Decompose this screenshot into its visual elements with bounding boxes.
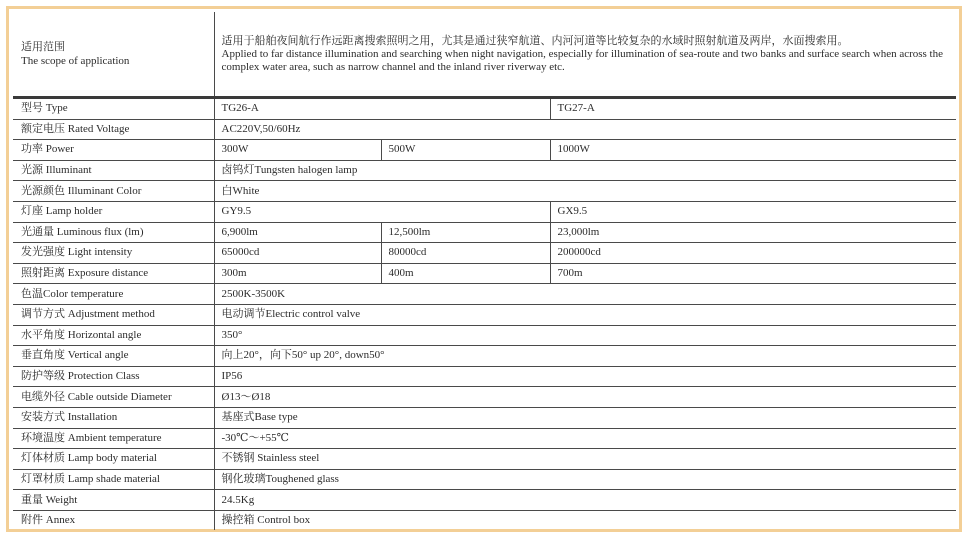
row-illuminant-color <box>13 181 956 202</box>
row-cable-diameter <box>13 387 956 408</box>
row-value: 2500K-3500K <box>214 284 956 305</box>
row-value: 1000W <box>550 140 956 161</box>
row-label: 功率 Power <box>13 140 214 161</box>
row-value: IP56 <box>214 366 956 387</box>
row-voltage <box>13 119 956 140</box>
row-power <box>13 140 956 161</box>
row-value: 300W <box>214 140 381 161</box>
row-value: 23,000lm <box>550 222 956 243</box>
row-color-temperature <box>13 284 956 305</box>
row-vertical-angle <box>13 346 956 367</box>
row-value: 24.5Kg <box>214 490 956 511</box>
row-value: 12,500lm <box>381 222 550 243</box>
row-label: 灯罩材质 Lamp shade material <box>13 469 214 490</box>
row-weight <box>13 490 956 511</box>
scope-text-cell <box>214 12 956 98</box>
row-ambient-temperature <box>13 428 956 449</box>
scope-text-en: Applied to far distance illumination and searching when night navigation, especially for illumination of sea-route and two banks and surface search when across the complex water area, such as narrow channel and the inland river riverway etc. <box>221 47 943 73</box>
row-label: 型号 Type <box>13 98 214 120</box>
row-value: 400m <box>381 263 550 284</box>
row-installation <box>13 407 956 428</box>
row-label: 调节方式 Adjustment method <box>13 304 214 325</box>
row-label: 垂直角度 Vertical angle <box>13 346 214 367</box>
row-label: 电缆外径 Cable outside Diameter <box>13 387 214 408</box>
row-label: 光源 Illuminant <box>13 160 214 181</box>
row-type <box>13 98 956 120</box>
scope-label-cell <box>13 12 214 98</box>
row-value: 65000cd <box>214 243 381 264</box>
row-value: 300m <box>214 263 381 284</box>
row-label: 安装方式 Installation <box>13 407 214 428</box>
row-value: 700m <box>550 263 956 284</box>
row-protection-class <box>13 366 956 387</box>
row-label: 灯体材质 Lamp body material <box>13 449 214 470</box>
row-value: 卤钨灯Tungsten halogen lamp <box>214 160 956 181</box>
row-value: 白White <box>214 181 956 202</box>
row-adjustment-method <box>13 304 956 325</box>
row-value: 操控箱 Control box <box>221 514 311 527</box>
spec-table <box>13 12 956 530</box>
row-value: -30℃～+55℃ <box>214 428 956 449</box>
row-label: 发光强度 Light intensity <box>13 243 214 264</box>
row-value: 200000cd <box>550 243 956 264</box>
row-lamp-body-material <box>13 449 956 470</box>
row-value: 不锈钢 Stainless steel <box>214 449 956 470</box>
row-annex <box>13 510 956 530</box>
row-exposure-distance <box>13 263 956 284</box>
row-label: 光通量 Luminous flux (lm) <box>13 222 214 243</box>
scope-label-en: The scope of application <box>21 55 130 67</box>
row-value: 350° <box>214 325 956 346</box>
value-tg26: TG26-A <box>214 98 550 120</box>
row-light-intensity <box>13 243 956 264</box>
row-scope <box>13 12 956 98</box>
row-lamp-holder <box>13 201 956 222</box>
row-value: 500W <box>381 140 550 161</box>
row-value: 80000cd <box>381 243 550 264</box>
row-value: Ø13～Ø18 <box>214 387 956 408</box>
spec-sheet-frame <box>6 6 962 532</box>
row-label: 水平角度 Horizontal angle <box>13 325 214 346</box>
scope-label-cn: 适用范围 <box>21 41 65 53</box>
row-label: 照射距离 Exposure distance <box>13 263 214 284</box>
row-value: 钢化玻璃Toughened glass <box>214 469 956 490</box>
row-value: AC220V,50/60Hz <box>214 119 956 140</box>
row-value: GX9.5 <box>550 201 956 222</box>
scope-text-cn: 适用于船舶夜间航行作远距离搜索照明之用，尤其是通过狭窄航道、内河河道等比较复杂的水域时照射航道及两岸，水面搜索用。 <box>221 34 849 47</box>
row-label: 防护等级 Protection Class <box>13 366 214 387</box>
row-label: 环境温度 Ambient temperature <box>13 428 214 449</box>
row-label: 重量 Weight <box>13 490 214 511</box>
row-value: 基座式Base type <box>214 407 956 428</box>
row-value: GY9.5 <box>214 201 550 222</box>
row-luminous-flux <box>13 222 956 243</box>
row-illuminant <box>13 160 956 181</box>
row-value: 向上20°，向下50° up 20°, down50° <box>214 346 956 367</box>
row-label: 附件 Annex <box>13 510 214 530</box>
row-horizontal-angle <box>13 325 956 346</box>
row-value: 6,900lm <box>214 222 381 243</box>
row-label: 色温Color temperature <box>13 284 214 305</box>
row-label: 光源颜色 Illuminant Color <box>13 181 214 202</box>
row-value: 电动调节Electric control valve <box>214 304 956 325</box>
value-tg27: TG27-A <box>550 98 956 120</box>
row-label: 额定电压 Rated Voltage <box>13 119 214 140</box>
row-label: 灯座 Lamp holder <box>13 201 214 222</box>
row-lamp-shade-material <box>13 469 956 490</box>
